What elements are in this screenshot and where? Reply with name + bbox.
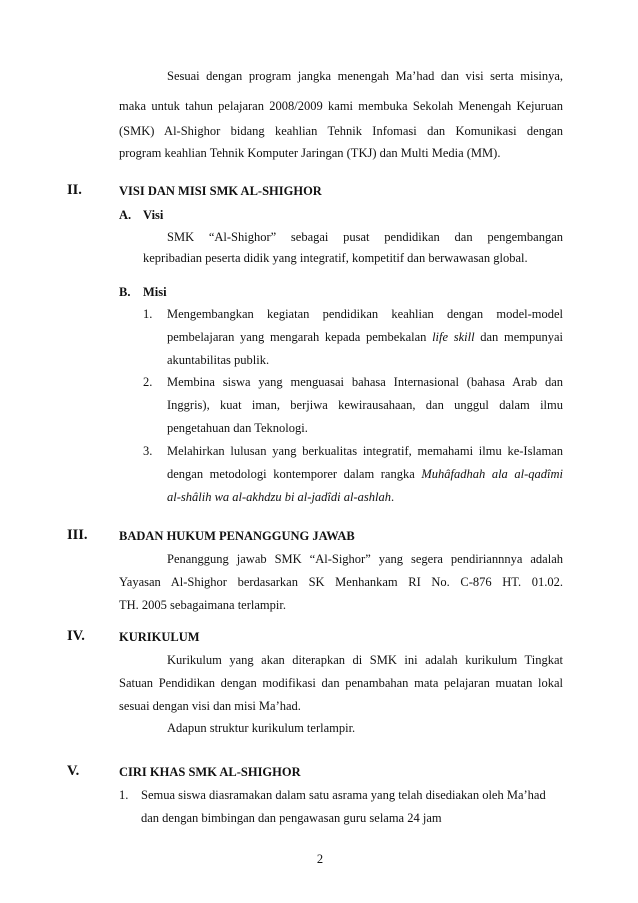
section-4-title: KURIKULUM xyxy=(119,630,200,644)
intro-line-2: maka untuk tahun pelajaran 2008/2009 kami membuka Sekolah Menengah Kejuruan xyxy=(119,99,563,113)
section-3-title: BADAN HUKUM PENANGGUNG JAWAB xyxy=(119,529,355,543)
section-2-numeral: II. xyxy=(67,182,82,198)
section-3-line-3: TH. 2005 sebagaimana terlampir. xyxy=(119,598,286,612)
arabic-maxim-part-2: al-shâlih wa al-akhdzu bi al-jadîdi al-ashlah xyxy=(167,490,391,504)
misi-item-3-line-2 xyxy=(167,466,563,482)
ciri-item-1-number: 1. xyxy=(119,788,129,802)
intro-line-1: Sesuai dengan program jangka menengah Ma’had dan visi serta misinya, xyxy=(167,69,563,83)
visi-label: A. xyxy=(119,208,132,222)
misi-heading: Misi xyxy=(143,285,167,299)
section-3-numeral: III. xyxy=(67,527,88,543)
section-4-line-2: Satuan Pendidikan dengan modifikasi dan penambahan mata pelajaran muatan lokal xyxy=(119,676,563,690)
section-2-title: VISI DAN MISI SMK AL-SHIGHOR xyxy=(119,184,322,198)
misi-item-2-line-2: Inggris), kuat iman, berjiwa kewirausahaan, dan unggul dalam ilmu xyxy=(167,398,563,412)
misi-item-2-number: 2. xyxy=(143,375,153,389)
misi-item-1-line-2 xyxy=(167,329,563,345)
visi-heading: Visi xyxy=(143,208,164,222)
section-3-line-1: Penanggung jawab SMK “Al-Sighor” yang segera pendiriannnya adalah xyxy=(167,552,563,566)
section-5-title: CIRI KHAS SMK AL-SHIGHOR xyxy=(119,765,301,779)
section-4-line-4: Adapun struktur kurikulum terlampir. xyxy=(167,721,356,735)
section-4-line-1: Kurikulum yang akan diterapkan di SMK ini adalah kurikulum Tingkat xyxy=(167,653,563,667)
ciri-item-1-line-2: dan dengan bimbingan dan pengawasan guru selama 24 jam xyxy=(141,811,442,825)
misi-item-3-line-2a: dengan metodologi kontemporer dalam rangka xyxy=(167,467,422,481)
section-4-line-3: sesuai dengan visi dan misi Ma’had. xyxy=(119,699,301,713)
misi-item-1-number: 1. xyxy=(143,307,153,321)
misi-item-3-number: 3. xyxy=(143,444,153,458)
arabic-maxim-part-1: Muhâfadhah ala al-qadîmi xyxy=(421,467,563,481)
section-4-numeral: IV. xyxy=(67,628,85,644)
misi-item-3-period: . xyxy=(390,490,395,504)
visi-line-1: SMK “Al-Shighor” sebagai pusat pendidikan dan pengembangan xyxy=(167,230,563,244)
life-skill-term: life skill xyxy=(432,330,475,344)
misi-item-1-line-2a: pembelajaran yang mengarah kepada pembekalan xyxy=(167,330,433,344)
misi-item-2-line-3: pengetahuan dan Teknologi. xyxy=(167,421,308,435)
misi-item-1-line-1: Mengembangkan kegiatan pendidikan keahlian dengan model-model xyxy=(167,307,563,321)
intro-line-3: (SMK) Al-Shighor bidang keahlian Tehnik Infomasi dan Komunikasi dengan xyxy=(119,124,563,138)
misi-item-2-line-1: Membina siswa yang menguasai bahasa Internasional (bahasa Arab dan xyxy=(167,375,563,389)
ciri-item-1-line-1: Semua siswa diasramakan dalam satu asrama yang telah disediakan oleh Ma’had xyxy=(141,788,546,802)
misi-item-1-line-2b: dan mempunyai xyxy=(474,330,563,344)
misi-item-3-line-1: Melahirkan lulusan yang berkualitas integratif, memahami ilmu ke-Islaman xyxy=(167,444,563,458)
section-5-numeral: V. xyxy=(67,763,80,779)
intro-line-4: program keahlian Tehnik Komputer Jaringan (TKJ) dan Multi Media (MM). xyxy=(119,146,501,160)
misi-item-3-line-3 xyxy=(167,489,394,505)
visi-line-2: kepribadian peserta didik yang integratif, kompetitif dan berwawasan global. xyxy=(143,251,528,265)
section-3-line-2: Yayasan Al-Shighor berdasarkan SK Menhankam RI No. C-876 HT. 01.02. xyxy=(119,575,563,589)
page-number: 2 xyxy=(316,852,324,866)
misi-item-1-line-3: akuntabilitas publik. xyxy=(167,353,270,367)
misi-label: B. xyxy=(119,285,131,299)
